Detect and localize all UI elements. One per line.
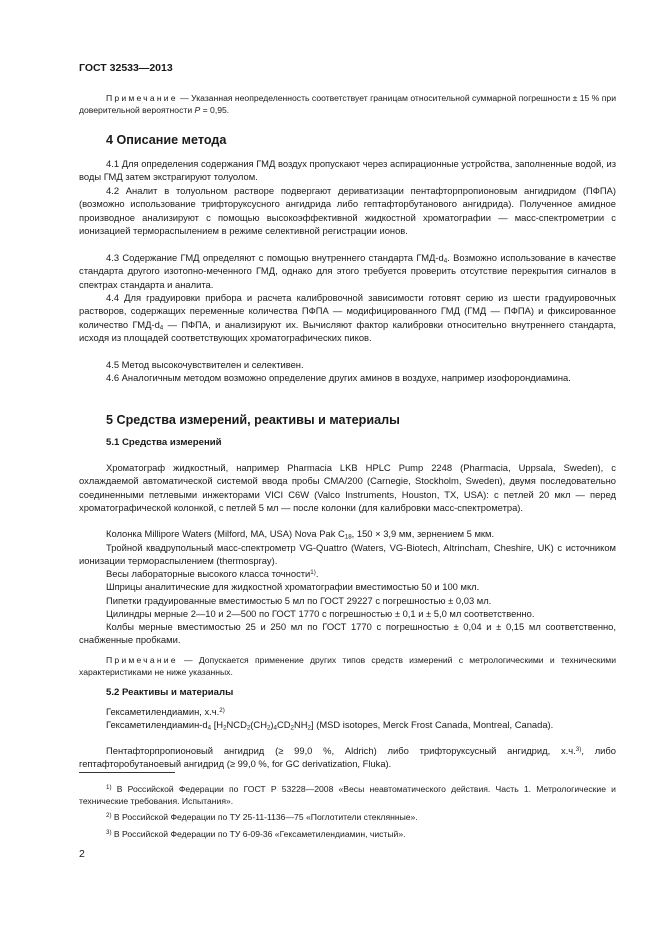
- paragraph-4-4: 4.4 Для градуировки прибора и расчета калибровочной зависимости готовят серию из шести градуировочных растворов, содержащих переменные количества ПФПА — модифицированного ГМД (ГМД — ПФПА) и фиксированное количество ГМД-$d_4$ — ПФПА, и анализируют их. Вычисляют фактор калибровки относительно внутреннего стандарта, исходя из площадей соответствующих хроматографических пиков.: [79, 292, 616, 344]
- note-label: Примечание: [106, 93, 178, 103]
- paragraph-4-1: 4.1 Для определения содержания ГМД воздух пропускают через аспирационные устройства, заполненные водой, из воды ГМД затем экстрагируют толуолом.: [79, 158, 616, 183]
- paragraph-column: Колонка Millipore Waters (Milford, MA, USA) Nova Pak $C_{18}$, 150 × 3,9 мм, зернением 5 мкм.: [106, 528, 495, 541]
- note-uncertainty: Примечание — Указанная неопределенность соответствует границам относительной суммарной погрешности ± 15 % при доверительной вероятности P = 0,95.: [79, 93, 616, 116]
- paragraph-pipettes: Пипетки градуированные вместимостью 5 мл по ГОСТ 29227 с погрешностью ± 0,03 мл.: [106, 595, 492, 606]
- paragraph-4-6: 4.6 Аналогичным методом возможно определение других аминов в воздухе, например изофорондиамина.: [106, 372, 571, 383]
- footnote-1: $^{1)}$ В Российской Федерации по ГОСТ Р 53228—2008 «Весы неавтоматического действия. Часть 1. Метрологические и технические требования. Испытания».: [79, 784, 616, 806]
- note-instruments: Примечание — Допускается применение других типов средств измерений с метрологическими и техническими характеристиками не ниже указанных.: [79, 655, 616, 678]
- paragraph-chromatograph: Хроматограф жидкостный, например Pharmacia LKB HPLC Pump 2248 (Pharmacia, Uppsala, Sweden), с охлаждаемой автоматической системой ввода пробы CMA/200 (Carnegie, Stockholm, Sweden), двумя последовательно соединенными петлевыми инжекторами VICI C6W (Valco Instruments, Houston, TX, USA): с петлей 20 мкл — перед хроматографической колонкой, с петлей 5 мл — после колонки (для калибровки масс-спектрометра).: [79, 462, 616, 514]
- footnote-ref-2: 2): [219, 707, 225, 714]
- footnote-2: $^{2)}$ В Российской Федерации по ТУ 25-11-1136—75 «Поглотители стеклянные».: [106, 812, 418, 822]
- note-label: Примечание: [106, 655, 178, 665]
- footnote-3: $^{3)}$ В Российской Федерации по ТУ 6-09-36 «Гексаметилендиамин, чистый».: [106, 829, 406, 839]
- footnote-separator: [79, 772, 175, 773]
- paragraph-scales: Весы лабораторные высокого класса точности$^{1)}$.: [106, 568, 319, 579]
- running-header: ГОСТ 32533—2013: [79, 62, 173, 74]
- page-number: 2: [79, 848, 85, 860]
- footnote-ref-1: 1): [310, 569, 316, 576]
- paragraph-syringes: Шприцы аналитические для жидкостной хроматографии вместимостью 50 и 100 мкл.: [106, 581, 480, 592]
- paragraph-4-2: 4.2 Аналит в толуольном растворе подвергают дериватизации пентафторпропионовым ангидридом (ПФПА) (возможно использование трифторуксусного ангидрида либо гептафторбутанового ангидрида). Полученное амидное производное анализируют с помощью высокоэффективной жидкостной хроматографии — масс-спектрометрии с ионизацией термораспылением в режиме селективной регистрации ионов.: [79, 185, 616, 237]
- footnote-ref-3: 3): [575, 746, 582, 753]
- section-5-heading: 5 Средства измерений, реактивы и материалы: [106, 413, 400, 427]
- paragraph-hmda-d4: Гексаметилендиамин-$d_4$ $[H_2NCD_2(CH_2)_4CD_2NH_2]$ (MSD isotopes, Merck Frost Canada, Montreal, Canada).: [106, 719, 554, 732]
- paragraph-hmda: Гексаметилендиамин, х.ч.$^{2)}$: [106, 706, 225, 717]
- paragraph-cylinders: Цилиндры мерные 2—10 и 2—500 по ГОСТ 1770 с погрешностью ± 0,1 и ± 5,0 мл соответственно.: [106, 608, 535, 619]
- subsection-5-1-heading: 5.1 Средства измерений: [106, 437, 222, 448]
- section-4-heading: 4 Описание метода: [106, 133, 227, 147]
- paragraph-anhydrides: Пентафторпропионовый ангидрид (≥ 99,0 %, Aldrich) либо трифторуксусный ангидрид, х.ч.$^{3)}$, либо гептафторобутаноевый ангидрид (≥ 99,0 %, for GC derivatization, Fluka).: [79, 745, 617, 770]
- paragraph-flasks: Колбы мерные вместимостью 25 и 250 мл по ГОСТ 1770 с погрешностью ± 0,04 и ± 0,15 мл соответственно, снабженные пробками.: [79, 621, 616, 646]
- paragraph-4-3: 4.3 Содержание ГМД определяют с помощью внутреннего стандарта ГМД-$d_4$. Возможно использование в качестве стандарта другого изотопно-меченного ГМД, однако для этого требуется проверить отсутствие перекрытия сигналов в спектрах стандарта и аналита.: [79, 252, 616, 290]
- paragraph-mass-spectrometer: Тройной квадрупольный масс-спектрометр VG-Quattro (Waters, VG-Biotech, Altrincham, Cheshire, UK) с источником ионизации термораспылением (thermospray).: [79, 542, 616, 567]
- paragraph-4-5: 4.5 Метод высокочувствителен и селективен.: [106, 359, 304, 370]
- subsection-5-2-heading: 5.2 Реактивы и материалы: [106, 687, 234, 698]
